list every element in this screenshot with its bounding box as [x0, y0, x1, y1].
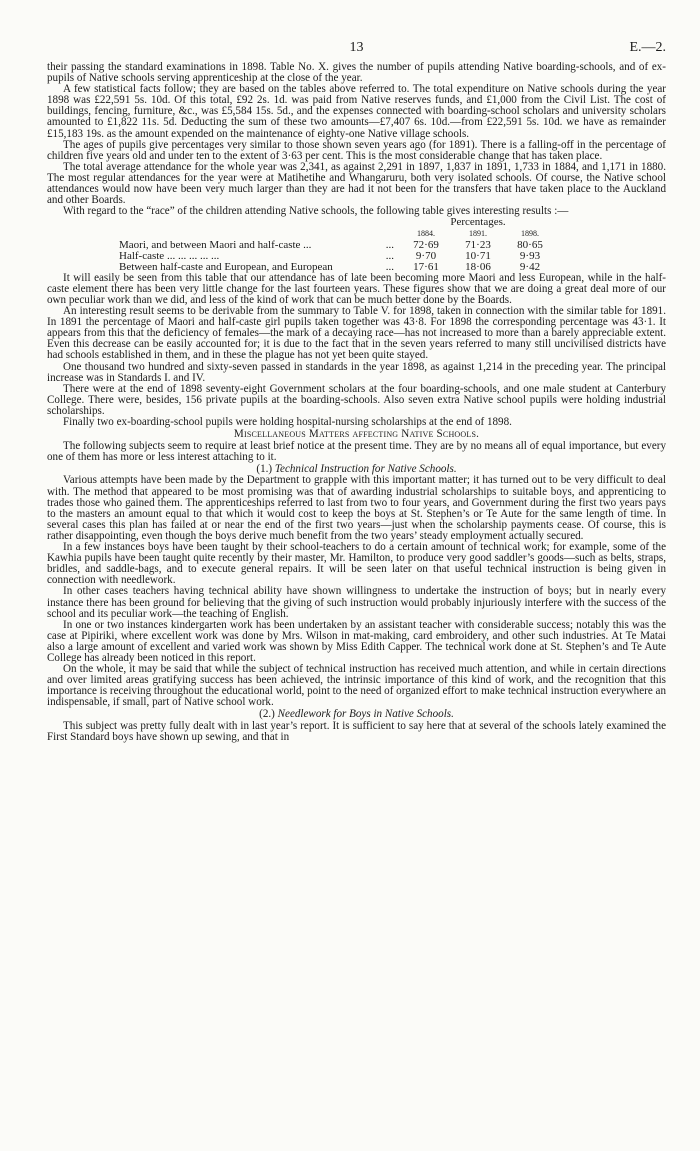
- table-cell: 9·70: [415, 249, 437, 262]
- year-header: 1891.: [469, 229, 487, 239]
- row-label: Maori, and between Maori and half-caste ...: [119, 238, 312, 251]
- table-cell: 18·06: [465, 260, 491, 273]
- table-cell: 17·61: [413, 260, 439, 273]
- paragraph: The ages of pupils give percentages very similar to those shown seven years ago (for 1891). There is a falling-off in the percentage of children five years old and under ten to the extent of 3·63 per cent. This is the most considerable change that has taken place.: [47, 138, 666, 162]
- body-text: [47, 62, 666, 743]
- paragraph: There were at the end of 1898 seventy-eight Government scholars at the four boarding-schools, and one male student at Canterbury College. There were, besides, 156 private pupils at the boarding-schools. Also seven extra Native school pupils were holding industrial scholarships.: [47, 382, 666, 417]
- subsection-title: Needlework for Boys in Native Schools.: [277, 708, 454, 721]
- table-cell: 9·42: [519, 260, 541, 273]
- paragraph: A few statistical facts follow; they are based on the tables above referred to. The total expenditure on Native schools during the year 1898 was £22,591 5s. 10d. Of this total, £92 2s. 1d. was paid from Native reserves funds, and £1,000 from the Civil List. The cost of buildings, fencing, furniture, &c., was £5,584 15s. 5d., and the expenses connected with boarding-school scholars and university scholars amounted to £1,822 11s. 5d. Deducting the sum of these two amounts—£7,407 6s. 10d.—from £22,591 5s. 10d. we have as remainder £15,183 19s. as the amount expended on the maintenance of eighty-one Native village schools.: [47, 83, 666, 140]
- table-cell: 9·93: [519, 249, 541, 262]
- year-header: 1884.: [417, 229, 435, 239]
- paragraph: The following subjects seem to require at least brief notice at the present time. They are by no means all of equal importance, but every one of them has more or less interest attaching to it.: [47, 439, 666, 463]
- subsection-number: (2.): [259, 708, 275, 721]
- row-leader-dots: ...: [385, 260, 394, 273]
- paragraph: This subject was pretty fully dealt with in last year’s report. It is sufficient to say here that at several of the schools lately examined the First Standard boys have shown up sewing, and that in: [47, 720, 666, 744]
- paragraph: It will easily be seen from this table that our attendance has of late been becoming more Maori and less European, while in the half-caste element there has been very little change for the last fourteen years. These figures show that we are doing a great deal more of our own peculiar work than we did, and less of the kind of work that can be much better done by the Boards.: [47, 271, 666, 306]
- paragraph: Finally two ex-boarding-school pupils were holding hospital-nursing scholarships at the end of 1898.: [63, 416, 512, 428]
- row-leader-dots: ...: [385, 238, 394, 251]
- section-heading: Miscellaneous Matters affecting Native Schools.: [233, 428, 480, 441]
- table-cell: 80·65: [517, 238, 543, 251]
- page-header: [47, 8, 666, 55]
- subsection-number: (1.): [256, 462, 273, 475]
- page-number: 13: [349, 40, 364, 55]
- paragraph: One thousand two hundred and sixty-seven passed in standards in the year 1898, as against 1,214 in the preceding year. The principal increase was in Standards I. and IV.: [47, 360, 666, 384]
- paragraph: their passing the standard examinations in 1898. Table No. X. gives the number of pupils attending Native boarding-schools, and of ex-pupils of Native schools serving apprenticeship at the close of the year.: [47, 61, 666, 85]
- row-leader-dots: ...: [385, 249, 394, 262]
- paragraph: In one or two instances kindergarten work has been undertaken by an assistant teacher with considerable success; notably this was the case at Pipiriki, where excellent work was done by Mrs. Wilson in mat-making, card embroidery, and other such industries. At Te Matai also a large amount of excellent and varied work was shown by Miss Edith Capper. The technical work done at St. Stephen’s and Te Aute College has already been noticed in this report.: [47, 618, 666, 664]
- table-cell: 71·23: [465, 238, 491, 251]
- document-reference: E.—2.: [629, 40, 666, 55]
- table-cell: 72·69: [413, 238, 439, 251]
- paragraph: Various attempts have been made by the Department to grapple with this important matter; it has turned out to be very difficult to deal with. The method that appeared to be most promising was that of awarding industrial scholarships to suitable boys, and apprenticing to trades those who gained them. The apprenticeships referred to last from two to four years, and Government during the first two years pays to the masters an amount equal to that which it would cost to keep the boys at St. Stephen’s or Te Aute for the same length of time. In several cases this plan has failed at or near the end of the first two years—just when the scholarship payments cease. Of course, this is rather disappointing, even though the boys derive much benefit from the two years’ steady employment actually secured.: [47, 474, 666, 542]
- paragraph: With regard to the “race” of the children attending Native schools, the following table gives interesting results :—: [63, 205, 569, 218]
- row-label: Half-caste ... ... ... ... ...: [119, 249, 220, 262]
- subsection-title: Technical Instruction for Native Schools.: [274, 462, 457, 475]
- paragraph: An interesting result seems to be derivable from the summary to Table V. for 1898, taken in connection with the similar table for 1891. In 1891 the percentage of Maori and half-caste girl pupils taken together was 43·8. For 1898 the corresponding percentage was 43·1. It appears from this that the deficiency of females—the mark of a decaying race—has not increased to more than a barely appreciable extent. Even this decrease can be easily accounted for; it is due to the fact that in the seven years referred to many still uncivilised districts have had schools established in them, and in these the plague has not yet been quite stayed.: [47, 305, 666, 362]
- race-percentage-table: [119, 217, 556, 272]
- table-cell: 10·71: [465, 249, 491, 262]
- paragraph: On the whole, it may be said that while the subject of technical instruction has received much attention, and while in certain directions and over limited areas gratifying success has been achieved, the intrinsic importance of this kind of work, and the recognition that this importance is receiving throughout the educational world, point to the need of organized effort to make technical instruction everywhere an indispensable, if small, part of Native school work.: [47, 663, 666, 709]
- table-caption: Percentages.: [450, 216, 506, 229]
- paragraph: In a few instances boys have been taught by their school-teachers to do a certain amount of technical work; for example, some of the Kawhia pupils have been taught quite recently by their master, Mr. Hamilton, to produce very good saddler’s goods—such as belts, straps, bridles, and saddle-bags, and to execute general repairs. It will be seen later on that useful technical instruction is being given in connection with needlework.: [47, 541, 666, 587]
- paragraph: The total average attendance for the whole year was 2,341, as against 2,291 in 1897, 1,837 in 1891, 1,733 in 1884, and 1,171 in 1880. The most regular attendances for the year were at Matihetihe and Whangaruru, both very isolated schools. Of course, the Native school attendances would now have been very much larger than they are had it not been for the transfers that have taken place to the Auckland and other Boards.: [47, 160, 666, 207]
- paragraph: In other cases teachers having technical ability have shown willingness to undertake the instruction of boys; but in nearly every instance there has been ground for believing that the giving of such instruction would probably injuriously interfere with the success of the school and its peculiar work—the teaching of English.: [47, 585, 666, 620]
- row-label: Between half-caste and European, and European: [119, 260, 333, 273]
- year-header: 1898.: [521, 229, 539, 239]
